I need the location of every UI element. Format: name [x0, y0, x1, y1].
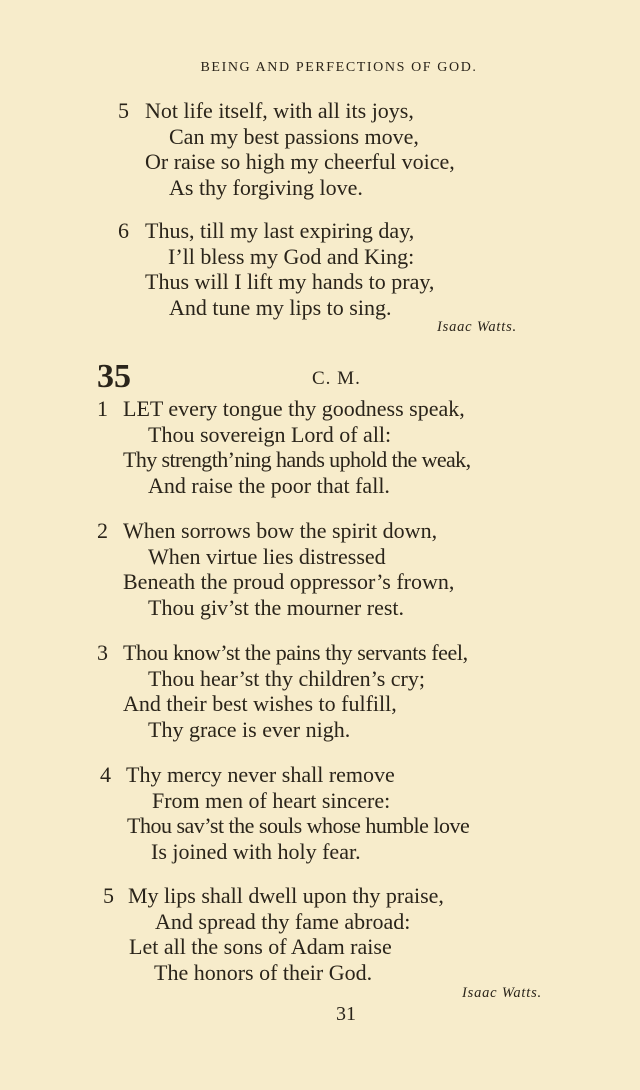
stanza-line: And their best wishes to fulfill, [123, 691, 397, 716]
stanza-line: Is joined with holy fear. [151, 838, 361, 864]
prev-stanza-5 [118, 98, 455, 200]
stanza-line: Beneath the proud oppressor’s frown, [123, 569, 455, 594]
hymn-stanza-5 [103, 883, 444, 985]
stanza-line: And tune my lips to sing. [169, 294, 392, 320]
stanza-number: 6 [118, 218, 129, 243]
hymn-stanza-1 [97, 396, 471, 498]
stanza-number: 2 [97, 518, 108, 543]
stanza-line: Thou sovereign Lord of all: [148, 421, 392, 447]
stanza-line: And raise the poor that fall. [148, 472, 390, 498]
prev-stanza-6 [118, 218, 434, 320]
stanza-line: Thou giv’st the mourner rest. [148, 594, 405, 620]
hymn-stanza-4 [100, 762, 469, 864]
stanza-line: LET every tongue thy goodness speak, [123, 396, 465, 421]
stanza-line: Thy strength’ning hands uphold the weak, [123, 447, 471, 472]
stanza-number: 1 [97, 396, 108, 421]
stanza-line: As thy forgiving love. [169, 174, 363, 200]
stanza-line: From men of heart sincere: [152, 787, 391, 813]
stanza-line: Thou know’st the pains thy servants feel, [123, 640, 468, 665]
running-head: BEING AND PERFECTIONS OF GOD. [200, 60, 478, 75]
stanza-line: Thou hear’st thy children’s cry; [148, 665, 425, 691]
stanza-line: Thou sav’st the souls whose humble love [127, 813, 470, 838]
stanza-line: Let all the sons of Adam raise [129, 934, 392, 959]
stanza-number: 5 [118, 98, 129, 123]
hymn-stanza-3 [97, 640, 468, 742]
stanza-line: Thy grace is ever nigh. [148, 716, 351, 742]
stanza-number: 4 [100, 762, 111, 787]
stanza-line: When virtue lies distressed [148, 543, 386, 569]
stanza-number: 3 [97, 640, 108, 665]
page-number: 31 [336, 1003, 356, 1025]
stanza-number: 5 [103, 883, 114, 908]
hymn-meter: C. M. [312, 368, 361, 389]
stanza-line: Not life itself, with all its joys, [145, 98, 414, 123]
stanza-line: Or raise so high my cheerful voice, [145, 149, 455, 174]
hymn-stanza-2 [97, 518, 454, 620]
stanza-line: Thus will I lift my hands to pray, [145, 269, 435, 294]
hymn-number: 35 [97, 358, 131, 395]
hymn-attribution: Isaac Watts. [462, 985, 542, 1001]
stanza-line: My lips shall dwell upon thy praise, [128, 883, 444, 908]
prev-attribution: Isaac Watts. [437, 319, 517, 335]
stanza-line: I’ll bless my God and King: [168, 243, 415, 269]
stanza-line: And spread thy fame abroad: [155, 908, 411, 934]
stanza-line: When sorrows bow the spirit down, [123, 518, 438, 543]
stanza-line: The honors of their God. [154, 959, 373, 985]
stanza-line: Thus, till my last expiring day, [145, 218, 415, 243]
stanza-line: Thy mercy never shall remove [126, 762, 395, 787]
stanza-line: Can my best passions move, [169, 123, 419, 149]
